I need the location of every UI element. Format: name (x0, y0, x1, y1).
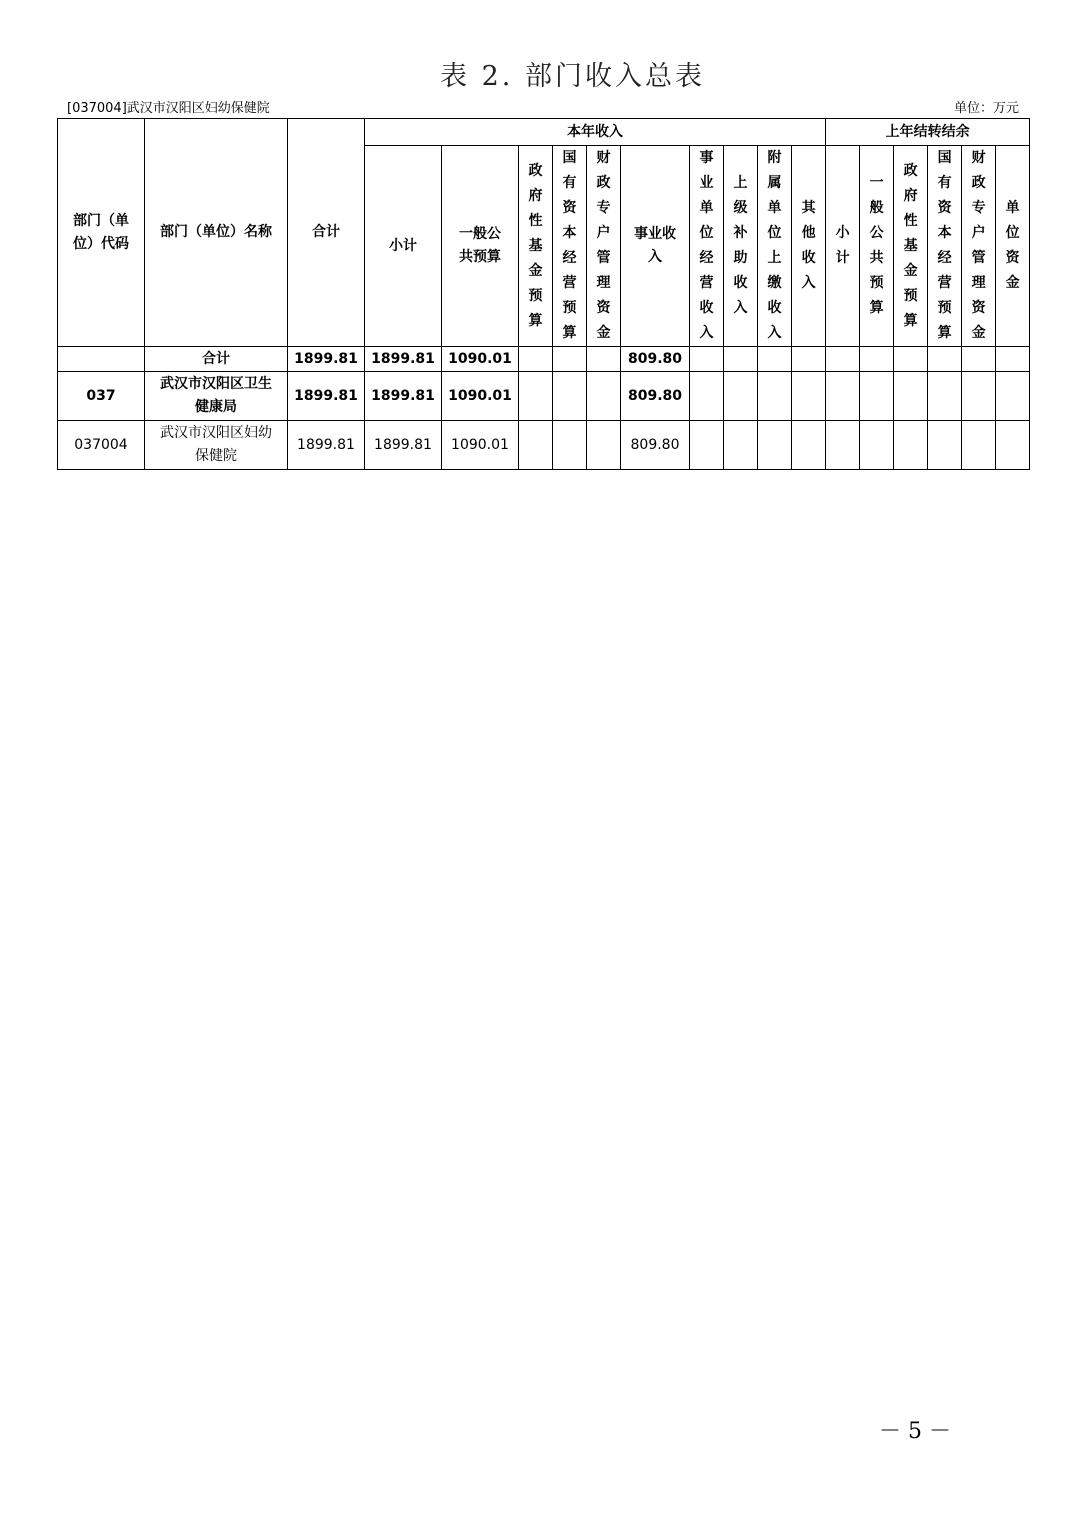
cell-empty (860, 372, 894, 421)
cell-empty (792, 421, 826, 470)
header-name: 部门（单位）名称 (145, 119, 288, 347)
cell-empty (962, 347, 996, 372)
cell-empty (894, 347, 928, 372)
cell-name: 武汉市汉阳区卫生健康局 (145, 372, 288, 421)
cell-cy-general-budget: 1090.01 (442, 347, 519, 372)
cell-empty (587, 421, 621, 470)
cell-cy-subtotal: 1899.81 (365, 372, 442, 421)
cell-empty (928, 372, 962, 421)
cell-empty (860, 421, 894, 470)
cell-empty (962, 372, 996, 421)
cell-empty (553, 372, 587, 421)
cell-cy-subtotal: 1899.81 (365, 347, 442, 372)
unit-label: [037004]武汉市汉阳区妇幼保健院 (67, 101, 270, 116)
cell-code (58, 347, 145, 372)
cell-empty (690, 372, 724, 421)
cell-empty (996, 421, 1030, 470)
cell-empty (519, 421, 553, 470)
cell-empty (519, 347, 553, 372)
cell-empty (826, 372, 860, 421)
header-co-general-budget: 一般公共预算 (860, 146, 894, 347)
header-cy-superior-subsidy: 上级补助收入 (724, 146, 758, 347)
currency-unit: 单位：万元 (953, 101, 1019, 116)
cell-empty (724, 372, 758, 421)
cell-empty (690, 421, 724, 470)
header-cy-fiscal-account: 财政专户管理资金 (587, 146, 621, 347)
table-row-total (58, 347, 1030, 372)
cell-name: 合计 (145, 347, 288, 372)
cell-name: 武汉市汉阳区妇幼保健院 (145, 421, 288, 470)
cell-empty (928, 421, 962, 470)
cell-empty (724, 421, 758, 470)
cell-empty (792, 372, 826, 421)
cell-empty (894, 372, 928, 421)
cell-code: 037004 (58, 421, 145, 470)
header-co-gov-fund: 政府性基金预算 (894, 146, 928, 347)
header-group-current-year: 本年收入 (365, 119, 826, 146)
cell-cy-business-income: 809.80 (621, 347, 690, 372)
cell-empty (587, 347, 621, 372)
cell-empty (724, 347, 758, 372)
cell-cy-business-income: 809.80 (621, 372, 690, 421)
cell-empty (996, 372, 1030, 421)
header-cy-business-income: 事业收入 (621, 146, 690, 347)
cell-code: 037 (58, 372, 145, 421)
header-co-fiscal-account: 财政专户管理资金 (962, 146, 996, 347)
cell-empty (996, 347, 1030, 372)
cell-total: 1899.81 (288, 421, 365, 470)
page-number: － 5 － (879, 1419, 951, 1444)
header-group-carryover: 上年结转结余 (826, 119, 1030, 146)
header-co-unit-funds: 单位资金 (996, 146, 1030, 347)
header-code: 部门（单位）代码 (58, 119, 145, 347)
header-cy-gov-fund: 政府性基金预算 (519, 146, 553, 347)
cell-cy-subtotal: 1899.81 (365, 421, 442, 470)
cell-empty (826, 421, 860, 470)
cell-empty (758, 421, 792, 470)
cell-empty (792, 347, 826, 372)
cell-total: 1899.81 (288, 347, 365, 372)
header-co-subtotal: 小计 (826, 146, 860, 347)
header-cy-affiliate-income: 附属单位上缴收入 (758, 146, 792, 347)
cell-empty (962, 421, 996, 470)
cell-empty (690, 347, 724, 372)
header-cy-other-income: 其他收入 (792, 146, 826, 347)
cell-empty (758, 347, 792, 372)
header-cy-state-capital: 国有资本经营预算 (553, 146, 587, 347)
cell-empty (553, 421, 587, 470)
header-co-state-capital: 国有资本经营预算 (928, 146, 962, 347)
cell-empty (553, 347, 587, 372)
document-title: 表 2. 部门收入总表 (440, 61, 705, 92)
cell-empty (826, 347, 860, 372)
table-row-unit (58, 421, 1030, 470)
header-cy-general-budget: 一般公共预算 (442, 146, 519, 347)
cell-total: 1899.81 (288, 372, 365, 421)
header-total: 合计 (288, 119, 365, 347)
cell-cy-general-budget: 1090.01 (442, 372, 519, 421)
cell-empty (894, 421, 928, 470)
table-row-department (58, 372, 1030, 421)
income-summary-table (57, 118, 1030, 470)
cell-empty (928, 347, 962, 372)
cell-cy-general-budget: 1090.01 (442, 421, 519, 470)
cell-cy-business-income: 809.80 (621, 421, 690, 470)
header-cy-operating-income: 事业单位经营收入 (690, 146, 724, 347)
cell-empty (758, 372, 792, 421)
cell-empty (519, 372, 553, 421)
cell-empty (587, 372, 621, 421)
header-cy-subtotal: 小计 (365, 146, 442, 347)
cell-empty (860, 347, 894, 372)
